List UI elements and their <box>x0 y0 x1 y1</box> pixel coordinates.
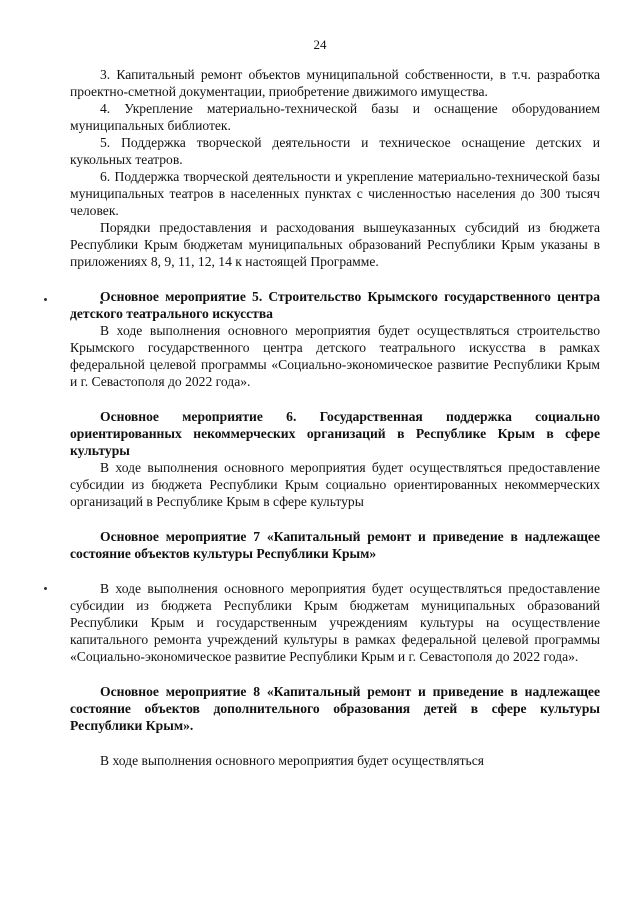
measure-8-text: В ходе выполнения основного мероприятия будет осуществляться <box>100 753 485 768</box>
scan-mark <box>44 587 47 590</box>
document-body <box>70 66 600 769</box>
subsidy-procedure-paragraph: Порядки предоставления и расходования вышеуказанных субсидий из бюджета Республики Крым бюджетам муниципальных образований Республики Крым указаны в приложениях 8, 9, 11, 12, 14 к настоящей Программе. <box>70 220 600 269</box>
measure-5-heading: Основное мероприятие 5. Строительство Крымского государственного центра детского театрального искусства <box>70 289 600 321</box>
measure-7-text: В ходе выполнения основного мероприятия будет осуществляться предоставление субсидии из бюджета Республики Крым бюджетам муниципальных образований Республики Крым и государственным учреждениям культуры на осуществление капитального ремонта учреждений культуры в рамках федеральной целевой программы «Социально-экономическое развитие Республики Крым и г. Севастополя до 2022 года». <box>70 581 600 664</box>
page-number: 24 <box>313 37 327 52</box>
list-item-5: 5. Поддержка творческой деятельности и техническое оснащение детских и кукольных театров. <box>70 135 600 167</box>
scan-mark <box>44 298 47 301</box>
measure-5-text: В ходе выполнения основного мероприятия будет осуществляться строительство Крымского государственного центра детского театрального искусства в рамках федеральной целевой программы «Социально-экономическое развитие Республики Крым и г. Севастополя до 2022 года». <box>70 323 600 389</box>
list-item-6: 6. Поддержка творческой деятельности и укрепление материально-технической базы муниципальных театров в населенных пунктах с численностью населения до 300 тысяч человек. <box>70 169 600 218</box>
measure-6-text: В ходе выполнения основного мероприятия будет осуществляться предоставление субсидии из бюджета Республики Крым социально ориентированных некоммерческих организаций в Республике Крым в сфере культуры <box>70 460 600 509</box>
measure-6-heading: Основное мероприятие 6. Государственная поддержка социально ориентированных некоммерческих организаций в Республике Крым в сфере культуры <box>70 409 600 458</box>
measure-7-heading: Основное мероприятие 7 «Капитальный ремонт и приведение в надлежащее состояние объектов культуры Республики Крым» <box>70 529 600 561</box>
measure-8-heading: Основное мероприятие 8 «Капитальный ремонт и приведение в надлежащее состояние объектов дополнительного образования детей в сфере культуры Республики Крым». <box>70 684 600 733</box>
list-item-4: 4. Укрепление материально-технической базы и оснащение оборудованием муниципальных библиотек. <box>70 101 600 133</box>
list-item-3: 3. Капитальный ремонт объектов муниципальной собственности, в т.ч. разработка проектно-сметной документации, приобретение движимого имущества. <box>70 67 600 99</box>
